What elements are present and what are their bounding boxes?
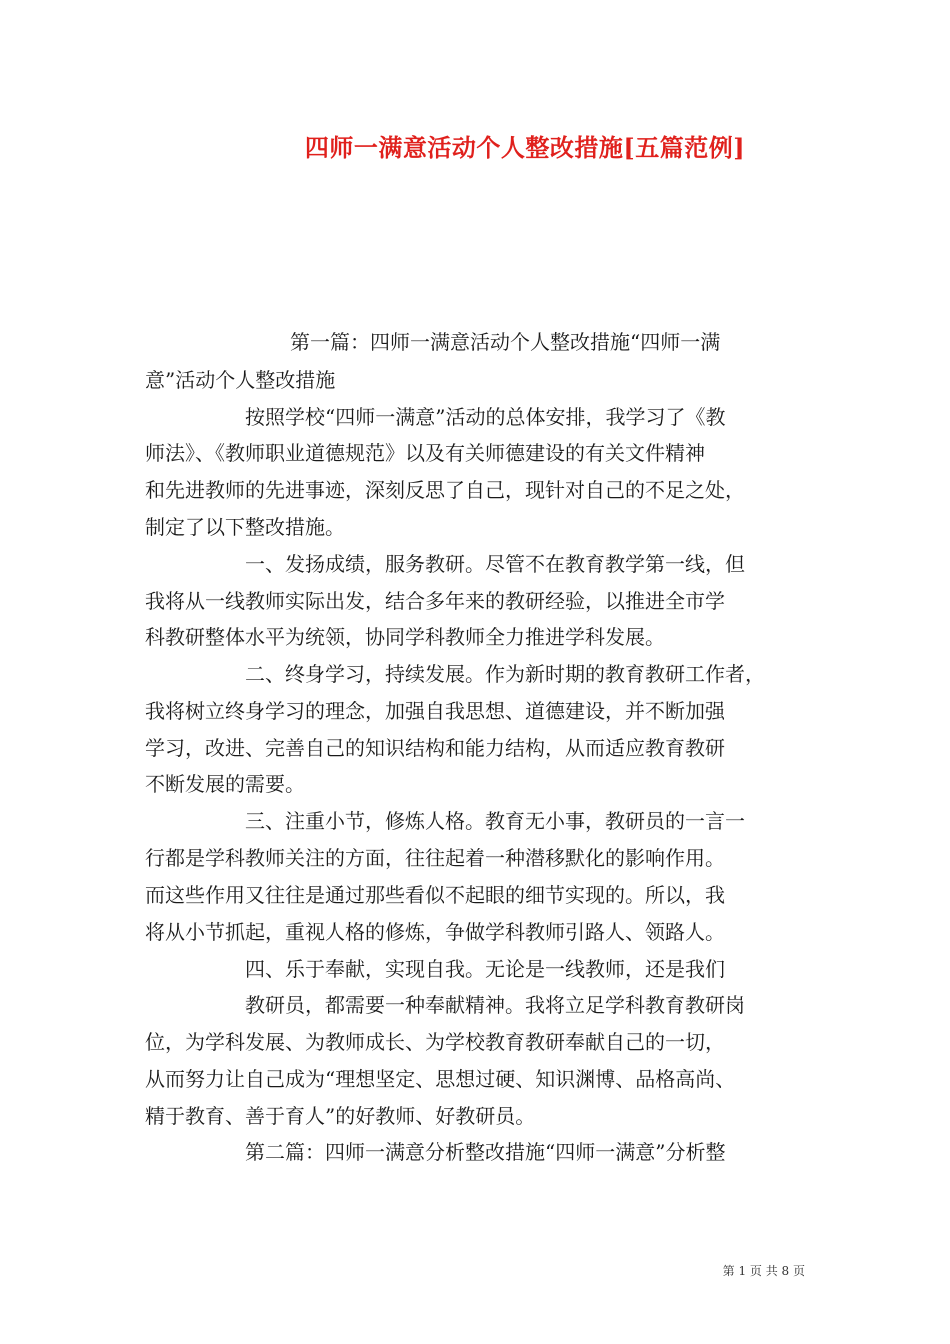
body-line: 而这些作用又往往是通过那些看似不起眼的细节实现的。所以，我 bbox=[145, 883, 725, 907]
body-line: 一、发扬成绩，服务教研。尽管不在教育教学第一线，但 bbox=[245, 552, 745, 576]
body-line: 二、终身学习，持续发展。作为新时期的教育教研工作者， bbox=[245, 662, 765, 686]
body-line: 三、注重小节，修炼人格。教育无小事，教研员的一言一 bbox=[245, 809, 745, 833]
body-line: 第一篇：四师一满意活动个人整改措施“四师一满 bbox=[290, 330, 721, 354]
body-line: 将从小节抓起，重视人格的修炼，争做学科教师引路人、领路人。 bbox=[145, 920, 725, 944]
body-line: 我将树立终身学习的理念，加强自我思想、道德建设，并不断加强 bbox=[145, 699, 725, 723]
body-line: 从而努力让自己成为“理想坚定、思想过硬、知识渊博、品格高尚、 bbox=[145, 1067, 736, 1091]
body-line: 精于教育、善于育人”的好教师、好教研员。 bbox=[145, 1104, 536, 1128]
body-line: 和先进教师的先进事迹，深刻反思了自己，现针对自己的不足之处， bbox=[145, 478, 745, 502]
body-line: 不断发展的需要。 bbox=[145, 772, 305, 796]
body-line: 行都是学科教师关注的方面，往往起着一种潜移默化的影响作用。 bbox=[145, 846, 725, 870]
body-line: 科教研整体水平为统领，协同学科教师全力推进学科发展。 bbox=[145, 625, 665, 649]
document-title: 四师一满意活动个人整改措施[五篇范例] bbox=[304, 133, 746, 162]
body-line: 第二篇：四师一满意分析整改措施“四师一满意”分析整 bbox=[245, 1140, 726, 1164]
body-line: 位，为学科发展、为教师成长、为学校教育教研奉献自己的一切， bbox=[145, 1030, 725, 1054]
body-line: 学习，改进、完善自己的知识结构和能力结构，从而适应教育教研 bbox=[145, 736, 725, 760]
body-line: 教研员，都需要一种奉献精神。我将立足学科教育教研岗 bbox=[245, 993, 745, 1017]
body-line: 制定了以下整改措施。 bbox=[145, 515, 345, 539]
body-line: 按照学校“四师一满意”活动的总体安排，我学习了《教 bbox=[245, 405, 726, 429]
body-line: 意”活动个人整改措施 bbox=[145, 368, 336, 392]
page-number: 第 1 页 共 8 页 bbox=[722, 1264, 805, 1278]
body-line: 师法》、《教师职业道德规范》以及有关师德建设的有关文件精神 bbox=[145, 441, 705, 465]
body-line: 我将从一线教师实际出发，结合多年来的教研经验，以推进全市学 bbox=[145, 589, 725, 613]
body-line: 四、乐于奉献，实现自我。无论是一线教师，还是我们 bbox=[245, 957, 725, 981]
